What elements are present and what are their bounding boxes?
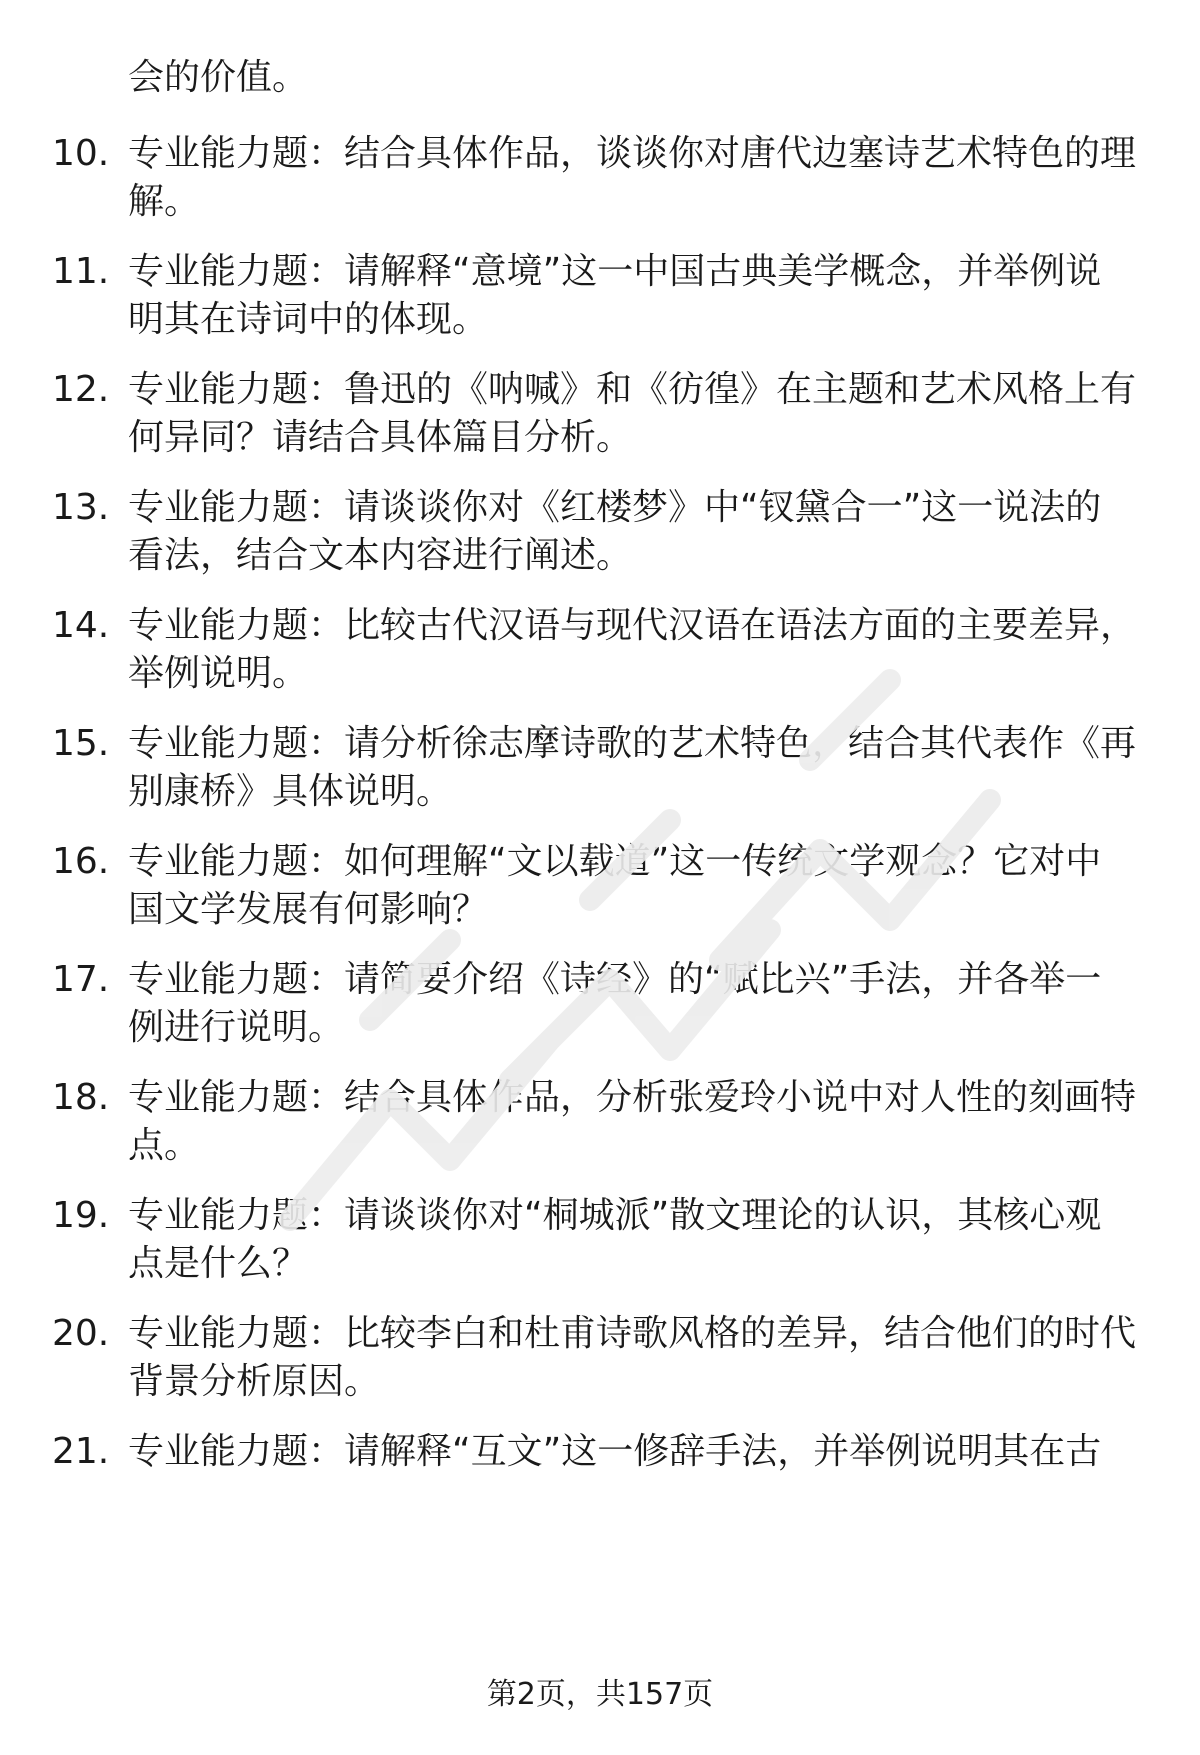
question-number: 13. xyxy=(52,487,110,528)
question-number: 11. xyxy=(52,251,110,292)
question-text xyxy=(128,484,1138,580)
question-number: 15. xyxy=(52,723,110,764)
page-footer: 第2页，共157页 xyxy=(486,1677,714,1712)
question-line: 背景分析原因。 xyxy=(128,1361,381,1402)
question-line: 举例说明。 xyxy=(128,653,309,694)
question-text xyxy=(128,1074,1138,1170)
question-line: 专业能力题：结合具体作品，分析张爱玲小说中对人性的刻画特 xyxy=(128,1077,1137,1118)
question-number: 19. xyxy=(52,1195,110,1236)
question-line: 专业能力题：比较古代汉语与现代汉语在语法方面的主要差异， xyxy=(128,605,1137,646)
question-line: 看法，结合文本内容进行阐述。 xyxy=(128,535,633,576)
question-line: 例进行说明。 xyxy=(128,1007,345,1048)
question-text xyxy=(128,1428,1138,1476)
question-line: 专业能力题：结合具体作品，谈谈你对唐代边塞诗艺术特色的理 xyxy=(128,133,1137,174)
question-line: 专业能力题：请简要介绍《诗经》的“赋比兴”手法，并各举一 xyxy=(128,959,1102,1000)
question-line: 专业能力题：请解释“互文”这一修辞手法，并举例说明其在古 xyxy=(128,1431,1102,1472)
question-line: 点。 xyxy=(128,1125,201,1166)
question-text xyxy=(128,366,1138,462)
question-line: 专业能力题：请谈谈你对“桐城派”散文理论的认识，其核心观 xyxy=(128,1195,1102,1236)
question-line: 专业能力题：如何理解“文以载道”这一传统文学观念？它对中 xyxy=(128,841,1102,882)
question-text xyxy=(128,248,1138,344)
question-line: 何异同？请结合具体篇目分析。 xyxy=(128,417,633,458)
question-number: 12. xyxy=(52,369,110,410)
question-line: 国文学发展有何影响？ xyxy=(128,889,489,930)
question-number: 20. xyxy=(52,1313,110,1354)
question-text xyxy=(128,956,1138,1052)
question-number: 16. xyxy=(52,841,110,882)
question-line: 明其在诗词中的体现。 xyxy=(128,299,489,340)
question-number: 17. xyxy=(52,959,110,1000)
question-line: 解。 xyxy=(128,181,201,222)
question-text xyxy=(128,602,1138,698)
question-line: 专业能力题：请谈谈你对《红楼梦》中“钗黛合一”这一说法的 xyxy=(128,487,1102,528)
question-line: 专业能力题：比较李白和杜甫诗歌风格的差异，结合他们的时代 xyxy=(128,1313,1137,1354)
question-text xyxy=(128,130,1138,226)
question-line: 专业能力题：鲁迅的《呐喊》和《彷徨》在主题和艺术风格上有 xyxy=(128,369,1137,410)
question-number: 14. xyxy=(52,605,110,646)
question-text xyxy=(128,1192,1138,1288)
question-text xyxy=(128,1310,1138,1406)
question-number: 10. xyxy=(52,133,110,174)
question-line: 点是什么？ xyxy=(128,1243,309,1284)
question-number: 21. xyxy=(52,1431,110,1472)
question-number: 18. xyxy=(52,1077,110,1118)
question-text xyxy=(128,838,1138,934)
question-text xyxy=(128,720,1138,816)
question-line: 专业能力题：请分析徐志摩诗歌的艺术特色，结合其代表作《再 xyxy=(128,723,1137,764)
question-line: 别康桥》具体说明。 xyxy=(128,771,453,812)
question-line: 专业能力题：请解释“意境”这一中国古典美学概念，并举例说 xyxy=(128,251,1102,292)
continuation-text: 会的价值。 xyxy=(128,57,309,98)
